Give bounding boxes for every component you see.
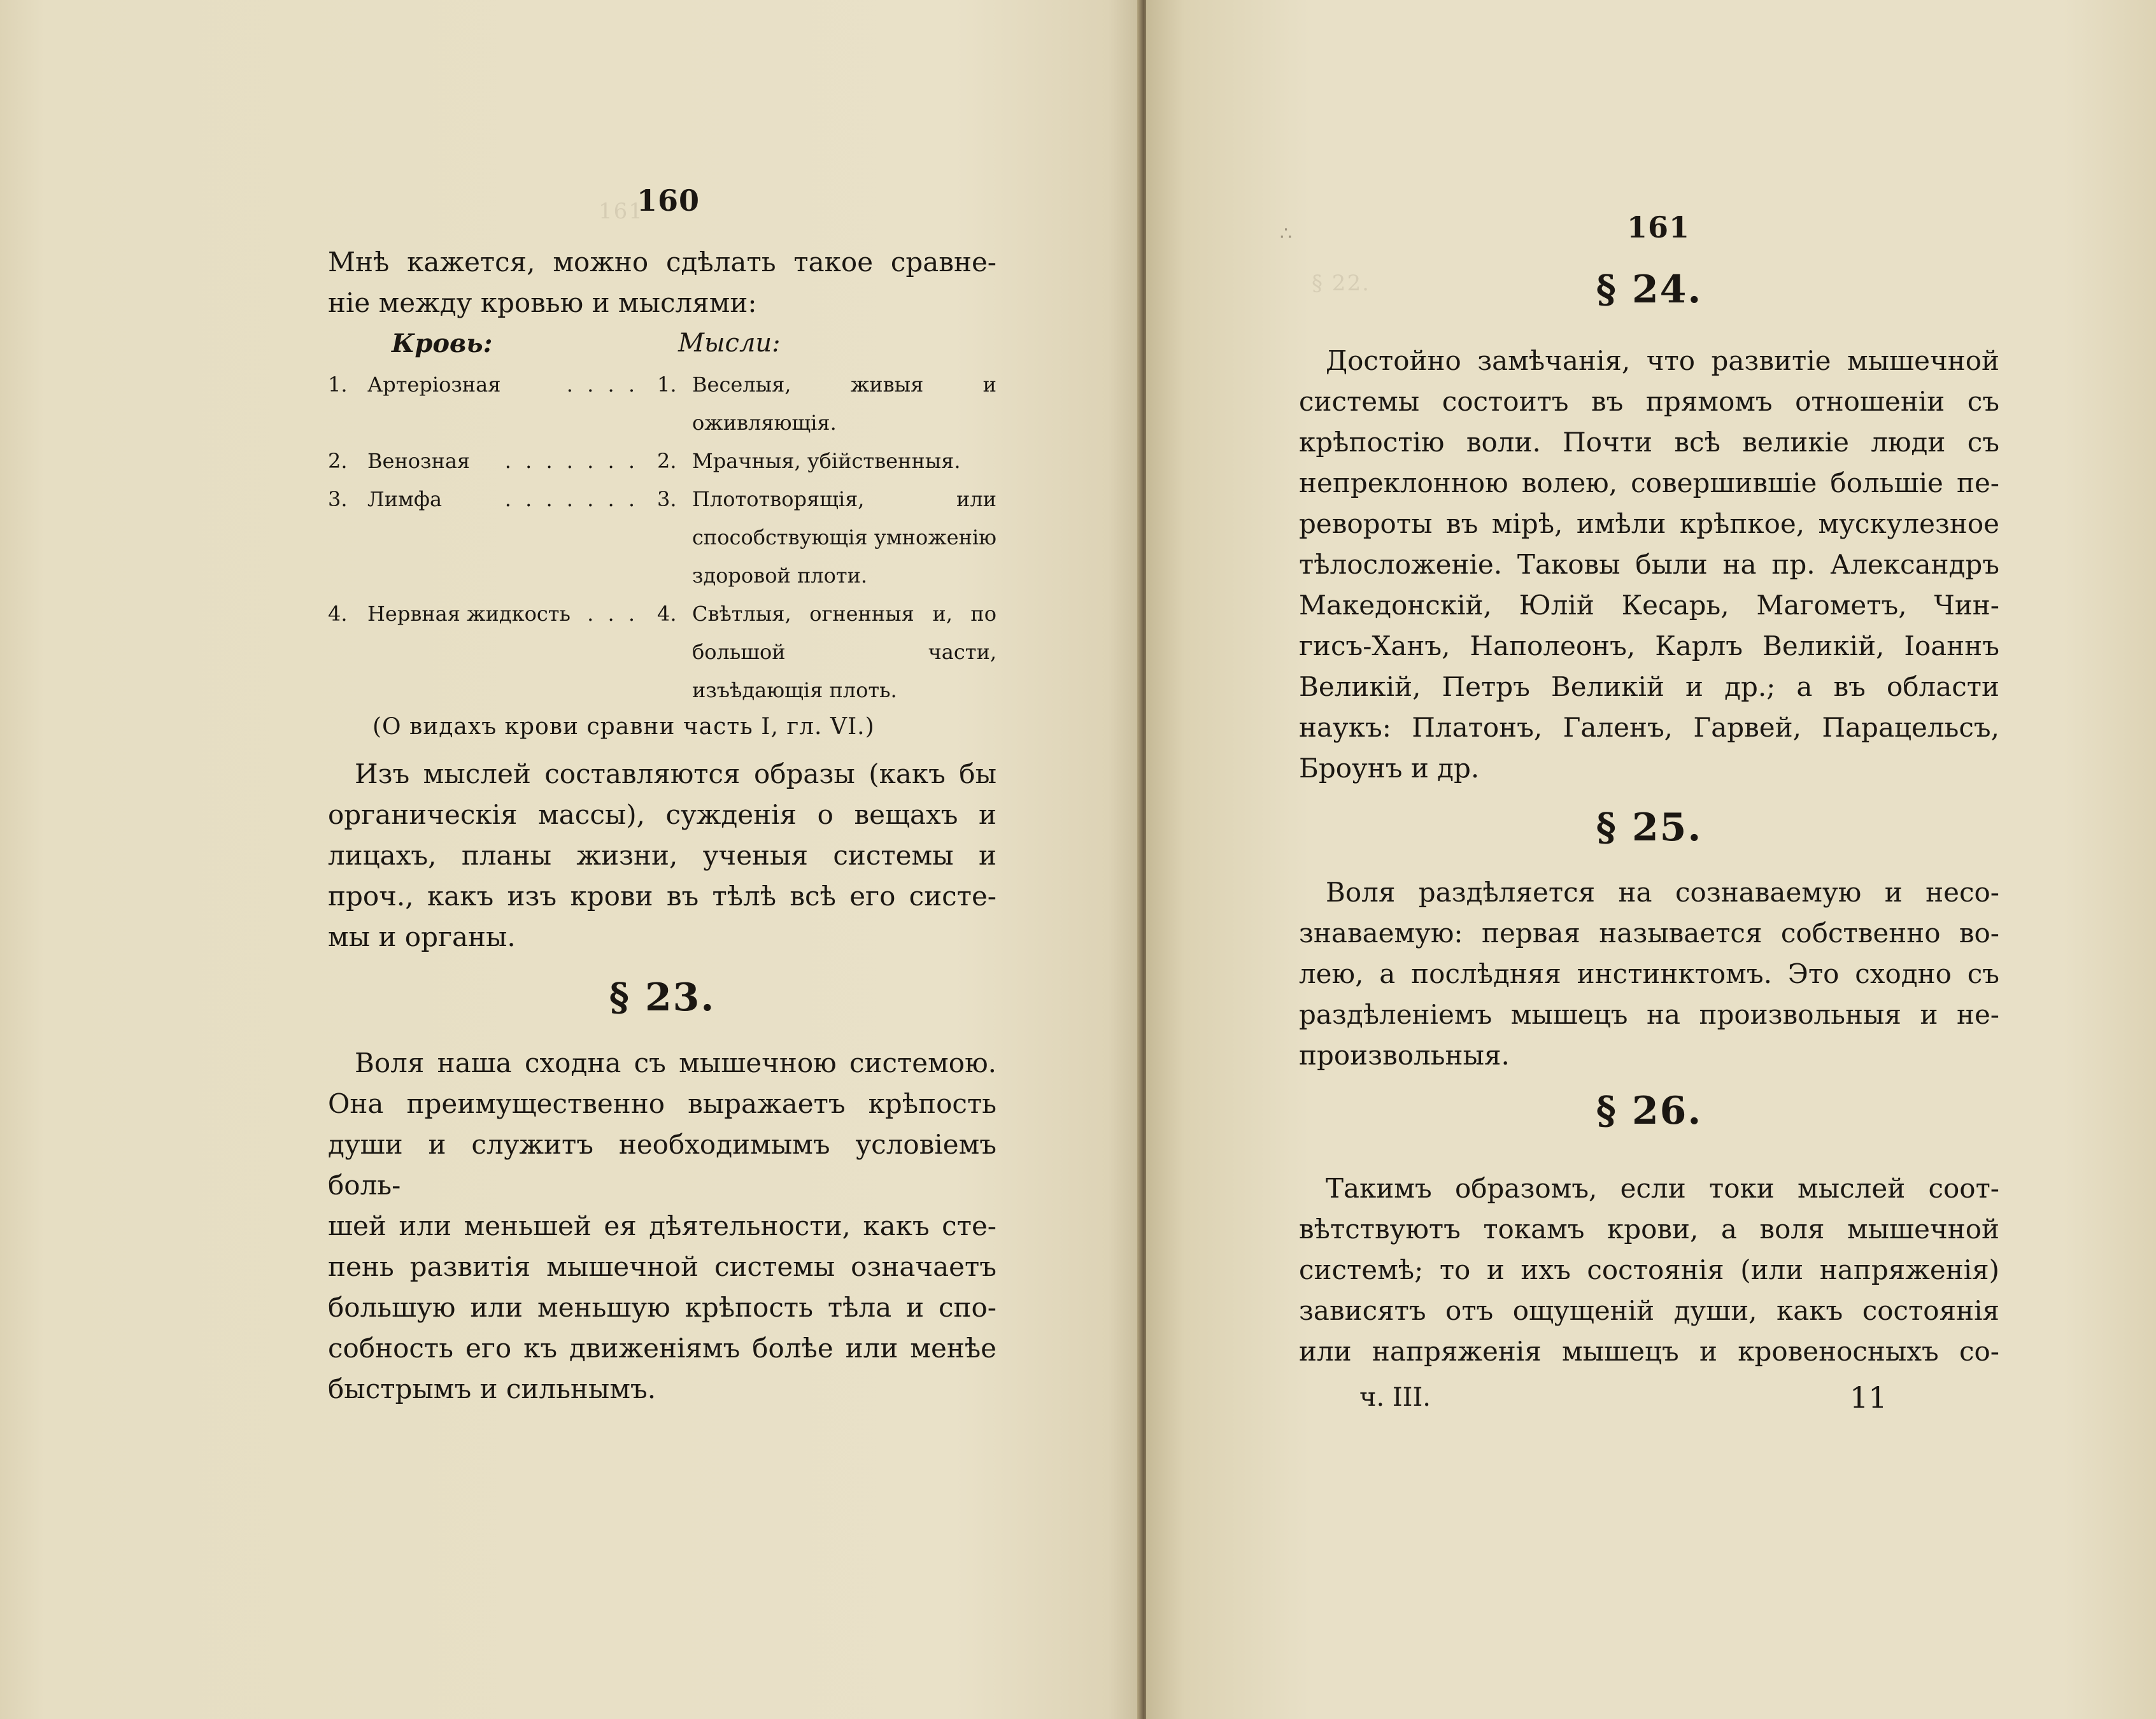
paragraph-line: души и служитъ необходимымъ условіемъ боль- xyxy=(328,1129,996,1201)
paragraph-line: Великій, Петръ Великій и др.; а въ области xyxy=(1299,671,1999,702)
paragraph-line: крѣпостію воли. Почти всѣ великіе люди съ xyxy=(1299,427,1999,458)
leader-dots: . . . . xyxy=(566,372,639,397)
paragraph-line: Изъ мыслей составляются образы (какъ бы xyxy=(355,758,996,789)
row-number: 3. xyxy=(328,487,348,511)
comparison-table-header xyxy=(328,323,996,365)
paragraph-line: системѣ; то и ихъ состоянія (или напряженія) xyxy=(1299,1254,1999,1285)
section-heading-24: § 24. xyxy=(1596,267,1703,312)
table-row xyxy=(328,595,996,709)
paragraph-line: произвольныя. xyxy=(1299,1040,1510,1071)
paragraph-24 xyxy=(1299,341,1999,789)
table-row xyxy=(328,442,996,480)
paragraph-line: гисъ-Ханъ, Наполеонъ, Карлъ Великій, Іоаннъ xyxy=(1299,630,1999,661)
row-number: 2. xyxy=(657,449,677,473)
paragraph-line: быстрымъ и сильнымъ. xyxy=(328,1373,656,1404)
intro-line: Мнѣ кажется, можно сдѣлать такое сравне- xyxy=(328,246,996,278)
section-heading-25: § 25. xyxy=(1596,805,1703,850)
right-page xyxy=(1146,0,2156,1719)
paragraph-line: Броунъ и др. xyxy=(1299,753,1480,784)
paragraph-line: раздѣленіемъ мышецъ на произвольныя и не- xyxy=(1299,999,1999,1030)
leader-dots: . . . . . . . xyxy=(504,449,639,473)
paragraph-line: знаваемую: первая называется собственно во- xyxy=(1299,917,1999,949)
row-number: 4. xyxy=(328,602,348,626)
row-number: 4. xyxy=(657,602,677,626)
row-number: 1. xyxy=(657,372,677,397)
paragraph-line: непреклонною волею, совершившіе большіе пе- xyxy=(1299,467,1999,499)
paragraph-line: проч., какъ изъ крови въ тѣлѣ всѣ его систе- xyxy=(328,881,996,912)
row-number: 1. xyxy=(328,372,348,397)
row-thought: Веселыя, живыя и оживляющія. xyxy=(692,372,996,435)
table-note: (О видахъ крови сравни часть I, гл. VI.) xyxy=(372,714,875,740)
table-row xyxy=(328,365,996,442)
page-number-161: 161 xyxy=(1627,210,1691,244)
row-number: 2. xyxy=(328,449,348,473)
paragraph-line: или напряженія мышецъ и кровеносныхъ со- xyxy=(1299,1336,1999,1367)
bleed-through-text: § 22. xyxy=(1312,271,1370,296)
paragraph-line: органическія массы), сужденія о вещахъ и xyxy=(328,799,996,830)
leader-dots: . . . xyxy=(587,602,639,626)
header-blood: Кровь: xyxy=(392,329,493,358)
paragraph-line: вѣтствуютъ токамъ крови, а воля мышечной xyxy=(1299,1213,1999,1245)
row-blood: Венозная xyxy=(367,449,471,473)
row-blood: Лимфа xyxy=(367,487,443,511)
paragraph-line: Достойно замѣчанія, что развитіе мышечной xyxy=(1326,345,1999,376)
paragraph-line: лею, а послѣдняя инстинктомъ. Это сходно съ xyxy=(1299,958,1999,989)
signature-number: 11 xyxy=(1850,1380,1887,1415)
row-blood: Артеріозная xyxy=(367,372,501,397)
section-heading-23: § 23. xyxy=(609,975,716,1020)
paragraph-line: наукъ: Платонъ, Галенъ, Гарвей, Парацельсъ, xyxy=(1299,712,1999,743)
signature-mark: ч. III. xyxy=(1359,1383,1431,1412)
paragraph-26 xyxy=(1299,1168,1999,1372)
paragraph-line: зависятъ отъ ощущеній души, какъ состоянія xyxy=(1299,1295,1999,1326)
row-thought: Свѣтлыя, огненныя и, по большой части, изъѣдающія плоть. xyxy=(692,602,996,702)
paragraph-line: тѣлосложеніе. Таковы были на пр. Александръ xyxy=(1299,549,1999,580)
paragraph-line: Воля наша сходна съ мышечною системою. xyxy=(355,1047,996,1079)
left-page-text xyxy=(328,242,996,1410)
intro-line: ніе между кровью и мыслями: xyxy=(328,287,757,318)
paragraph-line: Она преимущественно выражаетъ крѣпость xyxy=(328,1088,996,1119)
paragraph-line: шей или меньшей ея дѣятельности, какъ сте- xyxy=(328,1210,996,1242)
header-thoughts: Мысли: xyxy=(678,329,781,358)
paragraph-line: системы состоитъ въ прямомъ отношеніи съ xyxy=(1299,386,1999,417)
paragraph-line: мы и органы. xyxy=(328,921,516,952)
paragraph-25 xyxy=(1299,872,1999,1076)
paragraph-line: собность его къ движеніямъ болѣе или менѣе xyxy=(328,1333,996,1364)
paragraph-line: Македонскій, Юлій Кесарь, Магометъ, Чин- xyxy=(1299,590,1999,621)
bleed-through-text: 161 xyxy=(599,199,644,224)
section-heading-26: § 26. xyxy=(1596,1089,1703,1133)
paragraph-line: пень развитія мышечной системы означаетъ xyxy=(328,1251,996,1282)
paragraph-line: Воля раздѣляется на сознаваемую и несо- xyxy=(1326,877,1999,908)
row-number: 3. xyxy=(657,487,677,511)
paragraph-line: ревороты въ мірѣ, имѣли крѣпкое, мускулезное xyxy=(1299,508,1999,539)
page-number-160: 160 xyxy=(637,183,700,218)
paragraph-line: большую или меньшую крѣпость тѣла и спо- xyxy=(328,1292,996,1323)
paragraph-line: лицахъ, планы жизни, ученыя системы и xyxy=(328,840,996,871)
row-thought: Мрачныя, убійственныя. xyxy=(692,449,961,473)
paragraph-line: Такимъ образомъ, если токи мыслей соот- xyxy=(1326,1173,1999,1204)
row-thought: Плототворящія, или способствующія умноженію здоровой плоти. xyxy=(692,487,996,588)
row-blood: Нервная жидкость xyxy=(367,602,571,626)
table-row xyxy=(328,480,996,595)
specks-mark: ∴ xyxy=(1280,223,1293,245)
leader-dots: . . . . . . . xyxy=(504,487,639,511)
